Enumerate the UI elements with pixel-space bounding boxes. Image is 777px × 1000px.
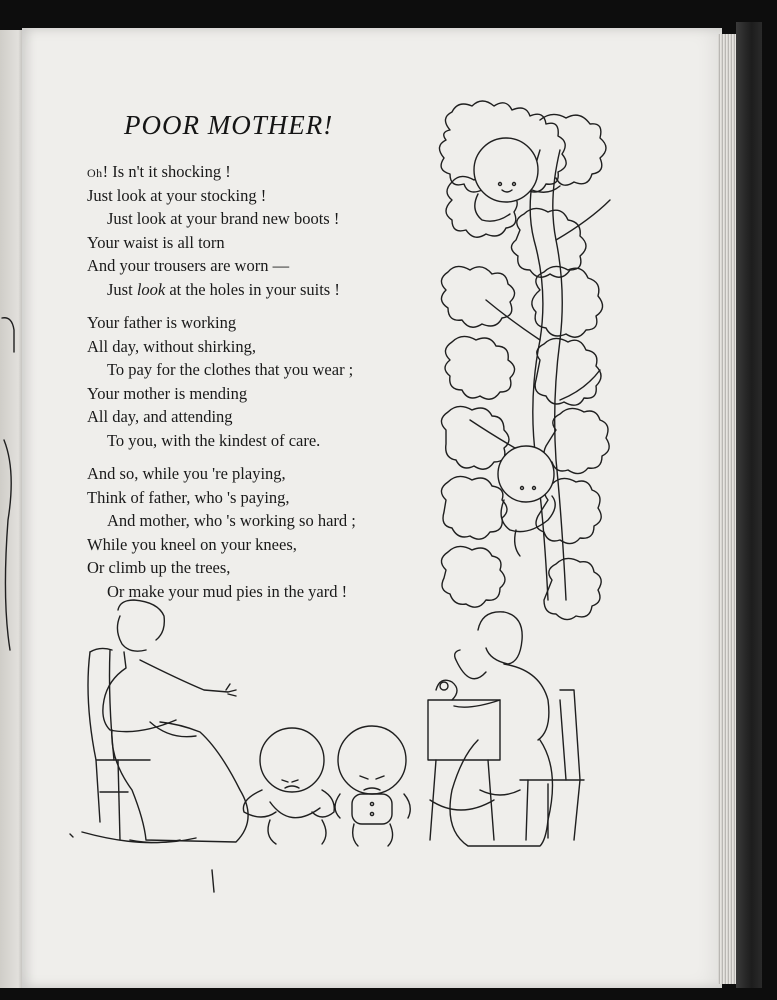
line-text: And your trousers are worn — xyxy=(87,256,290,275)
line-text: And mother, who 's working so hard ; xyxy=(107,511,356,530)
small-caps-word: Oh xyxy=(87,166,103,180)
chair-icon xyxy=(520,690,584,840)
line-text: Just look at your brand new boots ! xyxy=(107,209,340,228)
line-text: All day, and attending xyxy=(87,407,233,426)
poem-line xyxy=(87,335,427,359)
poem-stanza xyxy=(87,160,427,301)
round-headed-child-icon xyxy=(474,138,560,221)
poem-line xyxy=(87,382,427,406)
poem-line xyxy=(87,405,427,429)
line-text: Your mother is mending xyxy=(87,383,248,403)
line-text: To you, with the kindest of care. xyxy=(107,430,321,450)
line-text: Your waist is all torn xyxy=(87,232,225,252)
line-text: While you kneel on your knees, xyxy=(87,534,297,554)
italic-word: look xyxy=(136,279,166,299)
line-text: All day, without shirking, xyxy=(87,336,256,356)
line-text: Your father is working xyxy=(87,313,237,332)
line-text: at the holes in your suits ! xyxy=(165,279,340,299)
line-text: To pay for the clothes that you wear ; xyxy=(107,360,354,379)
facing-page-drawing-icon xyxy=(2,318,14,650)
poem-body xyxy=(87,160,427,613)
poem-line xyxy=(87,160,427,184)
poem-line xyxy=(87,231,427,255)
line-text: And so, while you 're playing, xyxy=(87,464,286,483)
poem-stanza xyxy=(87,462,427,603)
poem-title: POOR MOTHER! xyxy=(124,110,334,140)
poem-line xyxy=(87,429,427,453)
line-text: Just look at your stocking ! xyxy=(87,185,267,205)
poem-line xyxy=(87,580,427,604)
line-text: Or climb up the trees, xyxy=(87,558,231,577)
line-text: Or make your mud pies in the yard ! xyxy=(107,581,348,601)
sewing-machine-icon xyxy=(428,680,500,840)
poem-line xyxy=(87,278,427,302)
seated-woman-icon xyxy=(450,612,553,846)
line-text: Just xyxy=(107,279,137,299)
poem-line xyxy=(87,509,427,533)
poem-line xyxy=(87,311,427,335)
poem-line xyxy=(87,462,427,486)
poem-line xyxy=(87,358,427,382)
poem-line xyxy=(87,556,427,580)
poem-line xyxy=(87,486,427,510)
poem-line xyxy=(87,254,427,278)
round-headed-child-icon xyxy=(243,728,334,844)
poem-line xyxy=(87,184,427,208)
line-text: Think of father, who 's paying, xyxy=(87,487,290,507)
round-headed-child-icon xyxy=(335,726,410,846)
poem-line xyxy=(87,207,427,231)
poem-stanza xyxy=(87,311,427,452)
poem-line xyxy=(87,533,427,557)
seated-woman-icon xyxy=(103,600,248,843)
rocking-chair-icon xyxy=(82,648,180,842)
line-text: ! Is n't it shocking ! xyxy=(102,162,231,181)
